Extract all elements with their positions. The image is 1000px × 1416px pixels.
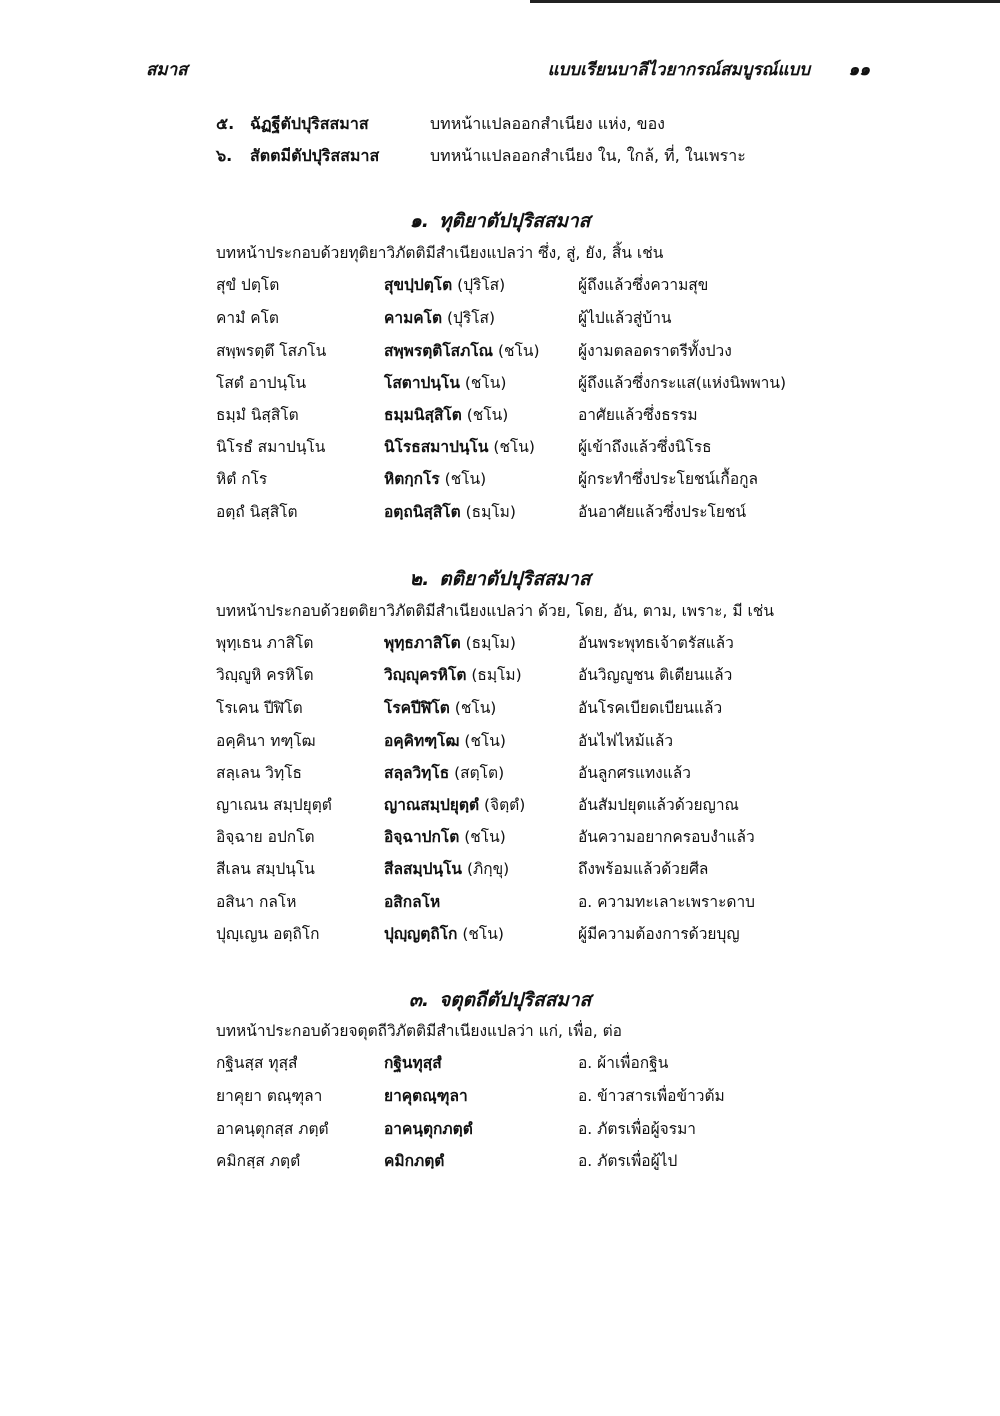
meaning: ผู้เข้าถึงแล้วซึ่งนิโรธ (578, 438, 712, 456)
compound-form (384, 402, 508, 427)
compound-word: โสตาปนฺโน (384, 374, 460, 392)
meaning: อ. ความทะเลาะเพราะดาบ (578, 893, 756, 911)
meaning: อันไฟไหม้แล้ว (578, 732, 674, 750)
table-row (216, 466, 816, 496)
meaning: อ. ข้าวสารเพื่อข้าวต้ม (578, 1087, 725, 1105)
meaning: อันพระพุทธเจ้าตรัสแล้ว (578, 634, 734, 652)
meaning: ผู้ถึงแล้วซึ่งความสุข (578, 276, 709, 294)
intro-name: ฉัฏฐีตัปปุริสสมาส (250, 114, 369, 133)
meaning: อ. ผ้าเพื่อกฐิน (578, 1054, 669, 1072)
header-book-title: แบบเรียนบาลีไวยากรณ์สมบูรณ์แบบ (547, 60, 810, 80)
compound-word: อสิกลโห (384, 893, 441, 911)
table-row (216, 728, 816, 758)
compound-note: (ชโน) (493, 438, 535, 456)
intro-desc: บทหน้าแปลออกสำเนียง แห่ง, ของ (430, 114, 665, 133)
top-rule (530, 0, 1000, 3)
section-intro: บทหน้าประกอบด้วยทุติยาวิภัตติมีสำเนียงแปลว่า ซึ่ง, สู่, ยัง, สิ้น เช่น (216, 244, 664, 262)
table-row (216, 824, 816, 854)
split-form: อิจฺฉาย อปกโต (216, 828, 315, 846)
meaning: อันความอยากครอบงำแล้ว (578, 828, 755, 846)
compound-form (384, 370, 506, 395)
compound-word: ปุญฺญตฺถิโก (384, 925, 458, 943)
table-row (216, 402, 816, 432)
split-form: สลฺเลน วิทฺโธ (216, 764, 302, 782)
split-form: คมิกสฺส ภตฺตํ (216, 1152, 301, 1170)
table-row (216, 792, 816, 822)
compound-form (384, 856, 509, 881)
compound-word: อิจฺฉาปกโต (384, 828, 460, 846)
split-form: ปุญฺเญน อตฺถิโก (216, 925, 320, 943)
section-title (0, 206, 1000, 236)
table-row (216, 434, 816, 464)
compound-word: สลฺลวิทฺโธ (384, 764, 450, 782)
split-form: พุทฺเธน ภาสิโต (216, 634, 314, 652)
table-row (216, 662, 816, 692)
meaning: อันโรคเบียดเบียนแล้ว (578, 699, 723, 717)
intro-num: ๖. (216, 146, 233, 165)
compound-form (384, 1083, 468, 1108)
meaning: ผู้กระทำซึ่งประโยชน์เกื้อกูล (578, 470, 759, 488)
split-form: ธมฺมํ นิสฺสิโต (216, 406, 299, 424)
compound-note: (ปุริโส) (447, 309, 496, 327)
split-form: หิตํ กโร (216, 470, 268, 488)
compound-form (384, 824, 506, 849)
compound-word: ธมฺมนิสฺสิโต (384, 406, 462, 424)
compound-note: (ชโน) (498, 342, 540, 360)
split-form: โรเคน ปีฬิโต (216, 699, 303, 717)
split-form: สุขํ ปตฺโต (216, 276, 280, 294)
meaning: ผู้ไปแล้วสู่บ้าน (578, 309, 672, 327)
compound-word: อคฺคิทฑฺโฒ (384, 732, 460, 750)
section-name: ทุติยาตัปปุริสสมาส (438, 210, 591, 232)
section-name: ตติยาตัปปุริสสมาส (439, 568, 591, 590)
compound-form (384, 272, 505, 297)
meaning: อันลูกศรแทงแล้ว (578, 764, 691, 782)
compound-note: (ชโน) (454, 699, 497, 717)
compound-note: (ธมฺโม) (465, 503, 516, 521)
meaning: ถึงพร้อมแล้วด้วยศีล (578, 860, 709, 878)
compound-form (384, 1116, 473, 1141)
table-row (216, 760, 816, 790)
compound-note: (ธมฺโม) (465, 634, 516, 652)
table-row (216, 889, 816, 919)
split-form: อาคนฺตุกสฺส ภตฺตํ (216, 1120, 329, 1138)
page-header (146, 56, 870, 86)
meaning: อ. ภัตรเพื่อผู้จรมา (578, 1120, 697, 1138)
split-form: อคฺคินา ทฑฺโฒ (216, 732, 316, 750)
section-name: จตุตถีตัปปุริสสมาส (439, 989, 592, 1011)
compound-word: คามคโต (384, 309, 443, 327)
table-row (216, 370, 816, 400)
compound-form (384, 499, 516, 524)
compound-word: อตฺถนิสฺสิโต (384, 503, 461, 521)
compound-note: (ชโน) (464, 828, 506, 846)
intro-desc: บทหน้าแปลออกสำเนียง ใน, ใกล้, ที่, ในเพราะ (430, 146, 746, 165)
compound-note: (ชโน) (464, 374, 507, 392)
table-row (216, 338, 816, 368)
compound-note: (ชโน) (464, 732, 506, 750)
compound-note: (ชโน) (462, 925, 504, 943)
compound-form (384, 728, 506, 753)
compound-form (384, 338, 540, 363)
compound-word: สุขปฺปตฺโต (384, 276, 453, 294)
section-title (0, 564, 1000, 594)
section-intro: บทหน้าประกอบด้วยจตุตถีวิภัตติมีสำเนียงแปลว่า แก่, เพื่อ, ต่อ (216, 1022, 622, 1040)
intro-row (216, 144, 816, 170)
meaning: อันวิญญูชน ติเตียนแล้ว (578, 666, 733, 684)
meaning: ผู้ถึงแล้วซึ่งกระแส(แห่งนิพพาน) (578, 374, 787, 392)
table-row (216, 305, 816, 335)
compound-word: พุทฺธภาสิโต (384, 634, 461, 652)
table-row (216, 695, 816, 725)
split-form: อตฺถํ นิสฺสิโต (216, 503, 298, 521)
table-row (216, 272, 816, 302)
meaning: อ. ภัตรเพื่อผู้ไป (578, 1152, 678, 1170)
table-row (216, 1148, 816, 1178)
split-form: ยาคุยา ตณฺฑุลา (216, 1087, 323, 1105)
compound-word: ยาคุตณฺฑุลา (384, 1087, 468, 1105)
split-form: สพฺพรตฺตึ โสภโน (216, 342, 327, 360)
split-form: สีเลน สมฺปนฺโน (216, 860, 315, 878)
intro-num: ๕. (216, 114, 235, 133)
compound-word: ญาณสมฺปยุตฺตํ (384, 796, 480, 814)
section-intro: บทหน้าประกอบด้วยตติยาวิภัตติมีสำเนียงแปลว่า ด้วย, โดย, อัน, ตาม, เพราะ, มี เช่น (216, 602, 774, 620)
compound-note: (ภิกฺขุ) (466, 860, 510, 878)
split-form: คามํ คโต (216, 309, 279, 327)
compound-note: (ชโน) (444, 470, 487, 488)
section-number: ๓. (408, 989, 430, 1011)
compound-form (384, 792, 525, 817)
intro-row (216, 112, 816, 138)
compound-form (384, 305, 495, 330)
section-number: ๑. (409, 210, 429, 232)
table-row (216, 856, 816, 886)
compound-form (384, 466, 486, 491)
split-form: วิญฺญูหิ ครหิโต (216, 666, 314, 684)
table-row (216, 630, 816, 660)
section-title (0, 985, 1000, 1015)
compound-word: หิตกฺกโร (384, 470, 440, 488)
compound-word: สีลสมฺปนฺโน (384, 860, 462, 878)
compound-form (384, 1050, 442, 1075)
compound-word: โรคปีฬิโต (384, 699, 450, 717)
page-number: ๑๑ (848, 60, 870, 80)
compound-form (384, 434, 535, 459)
compound-form (384, 695, 496, 720)
compound-form (384, 1148, 444, 1173)
compound-note: (ปุริโส) (457, 276, 506, 294)
compound-form (384, 662, 522, 687)
compound-form (384, 760, 504, 785)
compound-word: กฐินทุสฺสํ (384, 1054, 442, 1072)
compound-word: สพฺพรตฺติโสภโณ (384, 342, 494, 360)
compound-form (384, 921, 504, 946)
split-form: อสินา กลโห (216, 893, 297, 911)
meaning: อันอาศัยแล้วซึ่งประโยชน์ (578, 503, 747, 521)
compound-form (384, 889, 440, 914)
meaning: ผู้งามตลอดราตรีทั้งปวง (578, 342, 732, 360)
meaning: อันสัมปยุตแล้วด้วยญาณ (578, 796, 739, 814)
table-row (216, 921, 816, 951)
intro-name: สัตตมีตัปปุริสสมาส (250, 146, 380, 165)
split-form: กฐินสฺส ทุสฺสํ (216, 1054, 298, 1072)
compound-note: (สตฺโต) (454, 764, 505, 782)
table-row (216, 1050, 816, 1080)
compound-note: (ชโน) (466, 406, 509, 424)
compound-form (384, 630, 516, 655)
meaning: อาศัยแล้วซึ่งธรรม (578, 406, 698, 424)
split-form: นิโรธํ สมาปนฺโน (216, 438, 326, 456)
compound-note: (จิตฺตํ) (483, 796, 526, 814)
compound-word: อาคนฺตุกภตฺตํ (384, 1120, 473, 1138)
compound-word: นิโรธสมาปนฺโน (384, 438, 489, 456)
compound-note: (ธมฺโม) (471, 666, 522, 684)
meaning: ผู้มีความต้องการด้วยบุญ (578, 925, 740, 943)
table-row (216, 1083, 816, 1113)
compound-word: คมิกภตฺตํ (384, 1152, 445, 1170)
section-number: ๒. (409, 568, 430, 590)
split-form: โสตํ อาปนฺโน (216, 374, 307, 392)
header-chapter: สมาส (146, 60, 188, 80)
table-row (216, 1116, 816, 1146)
table-row (216, 499, 816, 529)
compound-word: วิญฺญุครหิโต (384, 666, 467, 684)
split-form: ญาเณน สมฺปยุตฺตํ (216, 796, 332, 814)
